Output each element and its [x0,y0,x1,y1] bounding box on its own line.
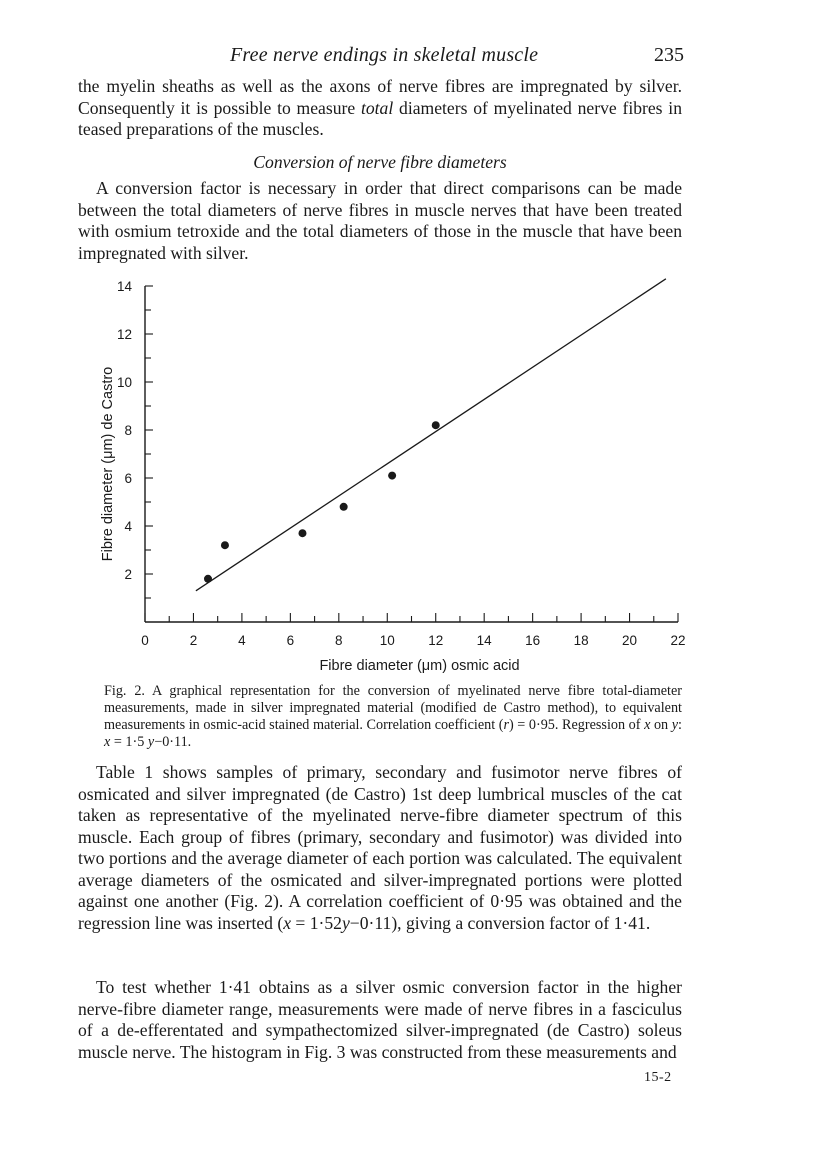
data-point [432,421,440,429]
caption-text: on [650,717,672,733]
x-tick-label: 8 [335,633,343,648]
y-tick-label: 14 [116,279,132,294]
paragraph-text: = 1·52 [291,912,342,933]
data-point [221,541,229,549]
data-point [204,575,212,583]
caption-text: : [678,717,682,733]
caption-text: ) = 0·95. Regression of [509,717,645,733]
regression-line [196,279,666,591]
caption-text: Fig. 2. A graphical representation for the conversion of myelinated nerve fibre total-diameter measurements, made in silver impregnated material (modified de Castro method), to equivalent measurements in osmic-acid stained material. Correlation coefficient ( [104,683,682,733]
caption-symbol: x [644,717,651,733]
paragraph-text: the myelin sheaths as well as the axons of nerve fibres are impregnated by silver. Consequently it is possible to measure [78,76,682,118]
paragraph-myelin [78,76,682,141]
x-tick-label: 18 [573,633,589,648]
y-tick-label: 2 [124,567,132,582]
math-symbol: x [283,912,292,933]
math-symbol: y [341,912,350,933]
x-tick-label: 14 [476,633,492,648]
figure-2 [100,276,690,676]
caption-symbol: r [503,717,509,733]
data-point [298,529,306,537]
x-tick-label: 10 [379,633,395,648]
paragraph-text: −0·11), giving a conversion factor of 1·41. [349,912,651,933]
y-tick-label: 6 [124,471,132,486]
running-title: Free nerve endings in skeletal muscle [230,44,539,66]
x-axis-label: Fibre diameter (μm) osmic acid [319,658,520,674]
y-tick-label: 4 [124,519,132,534]
data-point [340,503,348,511]
running-head [78,44,684,70]
emphasis-total: total [360,97,394,118]
regression-layer [196,279,666,591]
x-tick-label: 6 [286,633,295,648]
data-points [204,421,440,583]
section-heading: Conversion of nerve fibre diameters [253,152,507,172]
paragraph-test: To test whether 1·41 obtains as a silver osmic conversion factor in the higher nerve-fibre diameter range, measurements were made of nerve fibres in a fasciculus of a de-efferentated and sympathectomized silver-impregnated (de Castro) soleus muscle nerve. The histogram in Fig. 3 was constructed from these measurements and [78,977,682,1062]
data-point [388,472,396,480]
caption-symbol: y [671,717,679,733]
chart-tick-labels [117,279,686,648]
caption-text: = 1·5 [110,734,148,750]
paragraph-conversion-factor: A conversion factor is necessary in order that direct comparisons can be made between the total diameters of nerve fibres in muscle nerves that have been treated with osmium tetroxide and the total diameters of those in the muscle that have been impregnated with silver. [78,178,682,263]
caption-symbol: x [104,734,111,750]
scatter-chart [100,276,690,676]
caption-text: −0·11. [154,734,192,750]
x-tick-label: 16 [525,633,541,648]
paragraph-text: Table 1 shows samples of primary, secondary and fusimotor nerve fibres of osmicated and silver impregnated (de Castro) 1st deep lumbrical muscles of the cat taken as representative of the myelinated nerve-fibre diameter spectrum of this muscle. Each group of fibres (primary, secondary and fusimotor) was divided into two portions and the average diameter of each portion was calculated. The equivalent average diameters of the osmicated and silver-impregnated portions were plotted against one another (Fig. 2). A correlation coefficient of 0·95 was obtained and the regression line was inserted ( [78,762,682,933]
figure-caption [104,683,682,751]
x-tick-label: 0 [141,633,149,648]
y-tick-label: 10 [116,375,132,390]
x-tick-label: 20 [622,633,638,648]
y-axis-label: Fibre diameter (μm) de Castro [100,366,116,562]
x-tick-label: 22 [670,633,686,648]
y-tick-label: 8 [124,423,132,438]
caption-symbol: y [147,734,155,750]
x-tick-label: 2 [189,633,198,648]
x-tick-label: 12 [428,633,444,648]
x-tick-label: 4 [238,633,246,648]
signature-mark: 15-2 [644,1070,672,1085]
page-number: 235 [654,44,684,66]
paragraph-table-1 [78,762,682,934]
y-tick-label: 12 [116,327,132,342]
paragraph-text: diameters of myelinated nerve fibres in teased preparations of the muscles. [78,97,682,139]
